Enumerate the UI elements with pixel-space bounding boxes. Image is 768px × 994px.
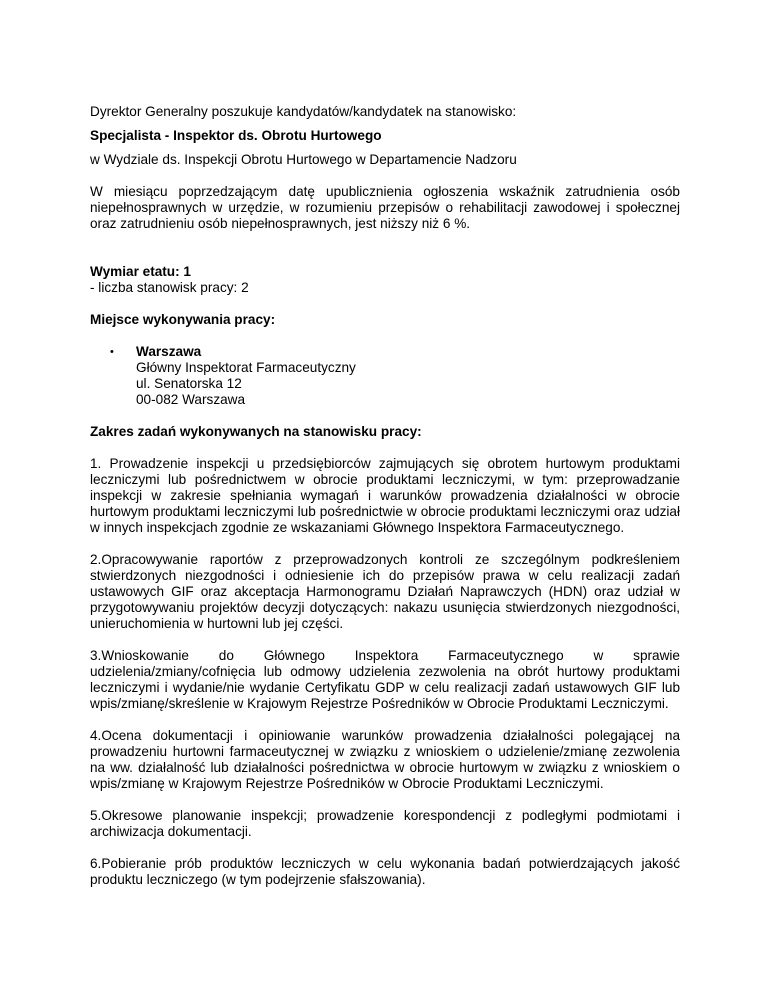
disability-notice: W miesiącu poprzedzającym datę upublicznienia ogłoszenia wskaźnik zatrudnienia osób niepełnosprawnych w urzędzie, w rozumieniu przepisów o rehabilitacji zawodowej i społecznej oraz zatrudnieniu osób niepełnosprawnych, jest niższy niż 6 %. <box>90 184 680 231</box>
task-item: 5.Okresowe planowanie inspekcji; prowadzenie korespondencji z podległymi podmiotami i archiwizacja dokumentacji. <box>90 808 680 839</box>
workplace-heading: Miejsce wykonywania pracy: <box>90 312 276 327</box>
workplace-postal: 00-082 Warszawa <box>136 392 246 407</box>
position-title: Specjalista - Inspektor ds. Obrotu Hurtowego <box>90 128 382 143</box>
task-item: 2.Opracowywanie raportów z przeprowadzonych kontroli ze szczególnym podkreśleniem stwierdzonych niezgodności i odniesienie ich do przepisów prawa w celu realizacji zadań ustawowych GIF oraz akceptacja Harmonogramu Działań Naprawczych (HDN) oraz udział w przygotowywaniu projektów decyzji dotyczących: nakazu usunięcia stwierdzonych niezgodności, unieruchomienia w hurtowni lub jej części. <box>90 552 680 631</box>
task-item: 4.Ocena dokumentacji i opiniowanie warunków prowadzenia działalności polegającej na prowadzeniu hurtowni farmaceutycznej w związku z wnioskiem o udzielenie/zmianę zezwolenia na ww. działalność lub działalności pośrednictwa w obrocie hurtowym w związku z wnioskiem o wpis/zmianę w Krajowym Rejestrze Pośredników w Obrocie Produktami Leczniczymi. <box>90 728 680 791</box>
bullet-icon: • <box>110 346 114 358</box>
department-text: w Wydziale ds. Inspekcji Obrotu Hurtowego w Departamencie Nadzoru <box>90 152 517 167</box>
workplace-institution: Główny Inspektorat Farmaceutyczny <box>136 360 356 375</box>
task-item: 6.Pobieranie prób produktów leczniczych w celu wykonania badań potwierdzających jakość produktu leczniczego (w tym podejrzenie sfałszowania). <box>90 856 680 887</box>
fte-label: Wymiar etatu: 1 <box>90 264 191 279</box>
task-item: 3.Wnioskowanie do Głównego Inspektora Farmaceutycznego w sprawie udzielenia/zmiany/cofnięcia lub odmowy udzielenia zezwolenia na obrót hurtowy produktami leczniczymi i wydanie/nie wydanie Certyfikatu GDP w celu realizacji zadań ustawowych GIF lub wpis/zmianę/skreślenie w Krajowym Rejestrze Pośredników w Obrocie Produktami Leczniczymi. <box>90 648 680 711</box>
workplace-city: Warszawa <box>136 344 202 359</box>
tasks-heading: Zakres zadań wykonywanych na stanowisku pracy: <box>90 424 422 439</box>
task-item: 1. Prowadzenie inspekcji u przedsiębiorców zajmujących się obrotem hurtowym produktami leczniczymi lub pośrednictwem w obrocie produktami leczniczymi, w tym: przeprowadzanie inspekcji w zakresie spełniania wymagań i warunków prowadzenia działalności w obrocie hurtowym produktami leczniczymi lub pośrednictwie w obrocie produktami leczniczymi oraz udział w innych inspekcjach zgodnie ze wskazaniami Głównego Inspektora Farmaceutycznego. <box>90 456 680 535</box>
workplace-street: ul. Senatorska 12 <box>136 376 242 391</box>
positions-count: - liczba stanowisk pracy: 2 <box>90 280 249 295</box>
job-offer-document <box>90 104 680 904</box>
workplace-address <box>110 344 680 408</box>
intro-text: Dyrektor Generalny poszukuje kandydatów/kandydatek na stanowisko: <box>90 104 517 119</box>
